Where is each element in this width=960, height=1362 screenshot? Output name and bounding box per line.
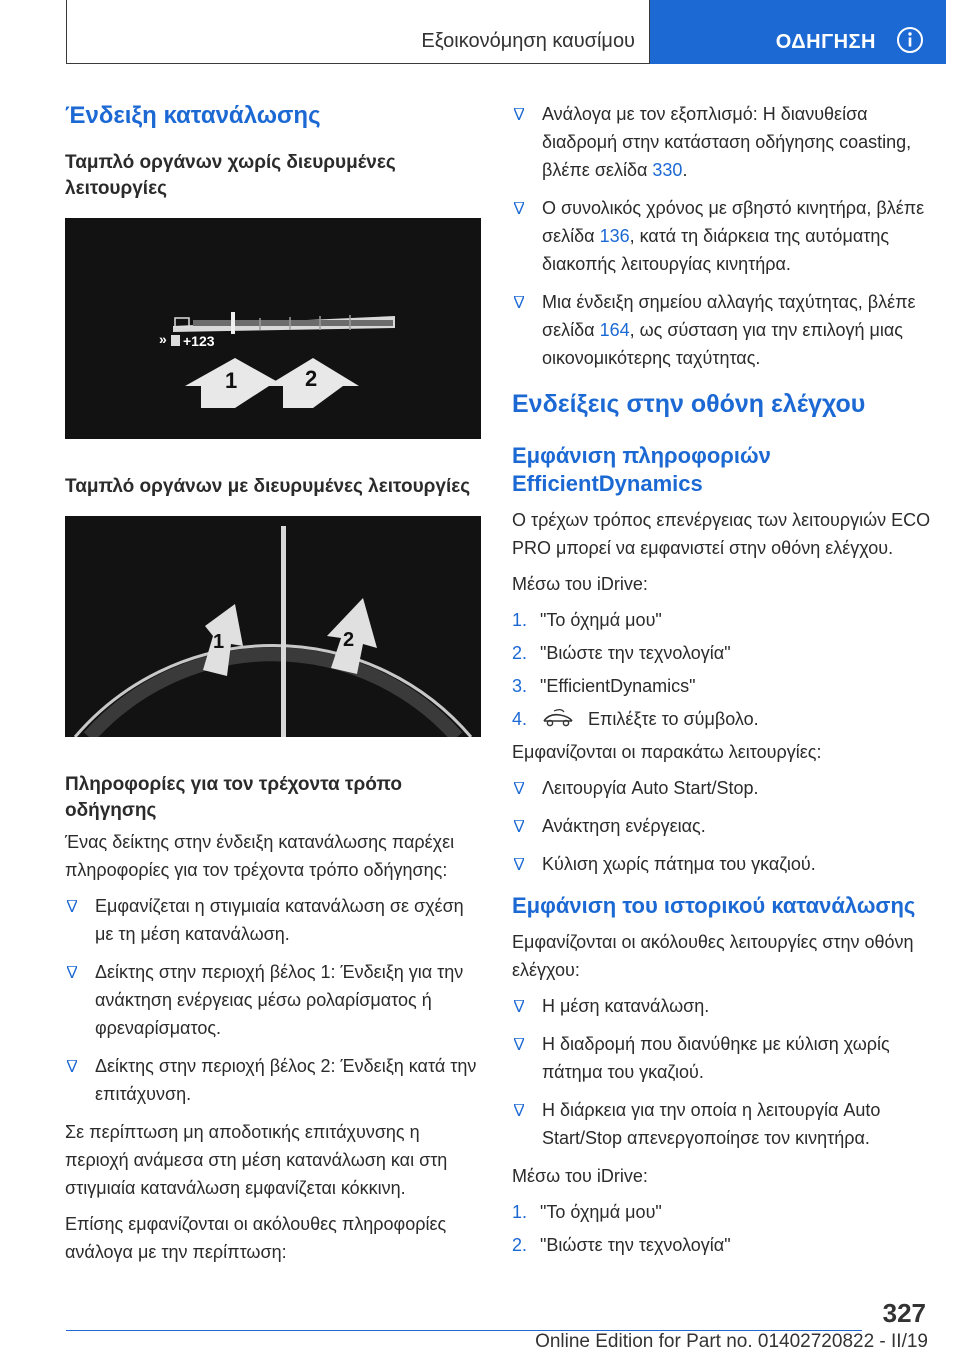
- arrow-2-label: 2: [305, 366, 318, 391]
- list-item: Ανάλογα με τον εξοπλισμό: Η διανυθείσα διαδρομή στην κατάσταση οδήγησης coasting, βλέπε σελίδα 330.: [512, 100, 932, 184]
- cluster-extended-figure: [65, 516, 481, 737]
- triangle-bullet-icon: [514, 1000, 524, 1012]
- step-item: 2. "Βιώστε την τεχνολογία": [512, 643, 731, 663]
- consumption-needle: [281, 526, 286, 737]
- list-item: Ανάκτηση ενέργειας.: [512, 812, 932, 840]
- step-item: 1. "Το όχημά μου": [512, 1202, 662, 1222]
- consumption-display-heading: Ένδειξη κατανάλωσης: [65, 102, 321, 129]
- arrow-1-label: 1: [213, 631, 225, 653]
- step-item: 1. "Το όχημά μου": [512, 610, 662, 630]
- page-number: 327: [882, 1298, 926, 1328]
- list-item: Δείκτης στην περιοχή βέλος 1: Ένδειξη για την ανάκτηση ενέργειας μέσω ρολαρίσματος ή φρεναρίσματος.: [65, 958, 485, 1042]
- control-display-heading: Ενδείξεις στην οθόνη ελέγχου: [512, 390, 866, 418]
- triangle-bullet-icon: [67, 966, 77, 978]
- list-item: Η μέση κατανάλωση.: [512, 992, 932, 1020]
- triangle-bullet-icon: [514, 782, 524, 794]
- efficientdynamics-heading: Εμφάνιση πληροφοριών EfficientDynamics: [512, 443, 771, 496]
- history-intro: Εμφανίζονται οι ακόλουθες λειτουργίες στην οθόνη ελέγχου:: [512, 932, 914, 980]
- list-item: Η διαδρομή που διανύθηκε με κύλιση χωρίς πάτημα του γκαζιού.: [512, 1030, 932, 1086]
- cluster-with-extended-heading: Ταμπλό οργάνων με διευρυμένες λειτουργίες: [65, 476, 471, 497]
- triangle-bullet-icon: [514, 202, 524, 214]
- triangle-bullet-icon: [67, 900, 77, 912]
- page-header: [66, 0, 946, 64]
- list-item: Κύλιση χωρίς πάτημα του γκαζιού.: [512, 850, 932, 878]
- idrive-intro: Μέσω του iDrive:: [512, 574, 648, 594]
- list-item: Δείκτης στην περιοχή βέλος 2: Ένδειξη κατά την επιτάχυνση.: [65, 1052, 485, 1108]
- efficientdynamics-intro: Ο τρέχων τρόπος επενέργειας των λειτουργιών ECO PRO μπορεί να εμφανιστεί στην οθόνη ελέγχου.: [512, 510, 931, 558]
- page-link-164[interactable]: 164: [599, 320, 630, 340]
- svg-text:»: »: [159, 331, 167, 347]
- consumption-history-heading: Εμφάνιση του ιστορικού κατανάλωσης: [512, 893, 916, 918]
- arrow-1-label: 1: [225, 368, 238, 393]
- additional-info-intro: Επίσης εμφανίζονται οι ακόλουθες πληροφορίες ανάλογα με την περίπτωση:: [65, 1214, 447, 1262]
- triangle-bullet-icon: [514, 296, 524, 308]
- functions-shown-intro: Εμφανίζονται οι παρακάτω λειτουργίες:: [512, 742, 822, 762]
- triangle-bullet-icon: [67, 1060, 77, 1072]
- step-item: 4. Επιλέξτε το σύμβολο.: [512, 709, 759, 729]
- list-item: Λειτουργία Auto Start/Stop.: [512, 774, 932, 802]
- range-value: +123: [183, 333, 215, 349]
- triangle-bullet-icon: [514, 858, 524, 870]
- list-item: Μια ένδειξη σημείου αλλαγής ταχύτητας, βλέπε σελίδα 164, ως σύσταση για την επιλογή μιας οικονομικότερης ταχύτητας.: [512, 288, 932, 372]
- inefficient-accel-note: Σε περίπτωση μη αποδοτικής επιτάχυνσης η περιοχή ανάμεσα στη μέση κατανάλωση και στη στιγμιαία κατανάλωση εμφανίζεται κόκκινη.: [65, 1122, 448, 1198]
- page-link-330[interactable]: 330: [652, 160, 683, 180]
- list-item: Εμφανίζεται η στιγμιαία κατανάλωση σε σχέση με τη μέση κατανάλωση.: [65, 892, 485, 948]
- consumption-pointer: [231, 312, 235, 334]
- arrow-2-label: 2: [343, 629, 355, 651]
- cluster-basic-figure: [65, 218, 481, 439]
- list-item: Ο συνολικός χρόνος με σβηστό κινητήρα, βλέπε σελίδα 136, κατά τη διάρκεια της αυτόματης διακοπής λειτουργίας κινητήρα.: [512, 194, 932, 278]
- idrive-intro-2: Μέσω του iDrive:: [512, 1166, 648, 1186]
- header-chapter-title: ΟΔΗΓΗΣΗ: [775, 31, 876, 53]
- step-item: 2. "Βιώστε την τεχνολογία": [512, 1235, 731, 1255]
- header-section-title: Εξοικονόμηση καυσίμου: [421, 30, 635, 52]
- triangle-bullet-icon: [514, 108, 524, 120]
- header-chapter: [650, 0, 946, 64]
- driving-mode-info-heading: Πληροφορίες για τον τρέχοντα τρόπο οδήγησης: [65, 774, 402, 821]
- right-column: [512, 100, 932, 1264]
- car-efficiency-icon: [540, 709, 576, 729]
- driving-mode-intro: Ένας δείκτης στην ένδειξη κατανάλωσης παρέχει πληροφορίες για τον τρέχοντα τρόπο οδήγησης:: [65, 832, 455, 880]
- footer-edition: Online Edition for Part no. 01402720822 - II/19: [535, 1331, 928, 1352]
- list-item: Η διάρκεια για την οποία η λειτουργία Auto Start/Stop απενεργοποίησε τον κινητήρα.: [512, 1096, 932, 1152]
- page-link-136[interactable]: 136: [599, 226, 630, 246]
- header-section: [66, 0, 650, 64]
- fuel-icon: [171, 335, 180, 346]
- triangle-bullet-icon: [514, 1104, 524, 1116]
- left-column: [65, 100, 485, 1274]
- cluster-without-extended-heading: Ταμπλό οργάνων χωρίς διευρυμένες λειτουργίες: [65, 152, 396, 199]
- info-icon: [896, 26, 924, 54]
- triangle-bullet-icon: [514, 1038, 524, 1050]
- triangle-bullet-icon: [514, 820, 524, 832]
- step-item: 3. "EfficientDynamics": [512, 676, 696, 696]
